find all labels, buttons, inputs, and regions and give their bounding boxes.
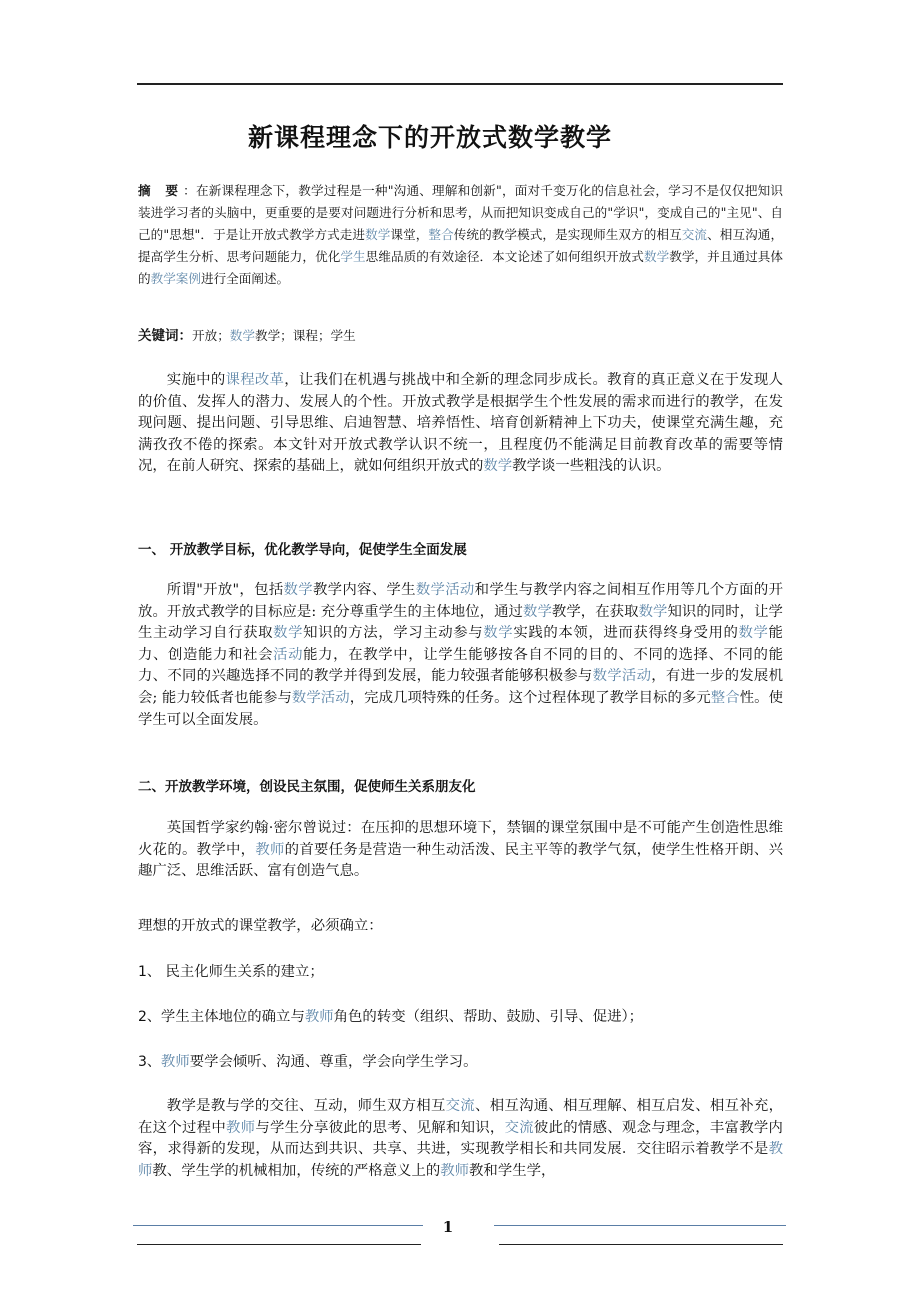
- page-number: 1: [442, 1218, 454, 1236]
- abstract: [138, 180, 783, 290]
- footer-rule-right-dark: [499, 1244, 783, 1245]
- keyword-link[interactable]: 数学活动: [291, 689, 350, 706]
- text-run: 和学生与教学内容之间相互作用等几个方面的开放。开放式教学的目标应是: 充分尊重学生的主体地位，通过: [138, 582, 783, 620]
- keyword-link[interactable]: 交流: [504, 1119, 534, 1136]
- text-run: 教学是教与学的交往、互动，师生双方相互: [166, 1098, 446, 1114]
- list-item-number: 2、: [138, 1009, 161, 1025]
- text-run: 、相互沟通、相互理解、相互启发、相互补充，在这个过程中: [138, 1098, 783, 1136]
- text-run: 的首要任务是营造一种生动活泼、民主平等的教学气氛，使学生性格开朗、兴趣广泛、思维活跃、富有创造气息。: [138, 841, 783, 880]
- keyword-link[interactable]: 数学: [643, 249, 670, 264]
- keyword-link[interactable]: 数学: [283, 582, 313, 598]
- text-run: 教学，在获取: [551, 603, 639, 620]
- keyword-link[interactable]: 数学: [365, 227, 391, 242]
- keyword-link[interactable]: 数学: [523, 603, 552, 620]
- list-item-text: 要学会倾听、沟通、尊重，学会向学生学习。: [189, 1054, 478, 1070]
- keywords-label: 关键词：: [138, 328, 192, 344]
- section-heading-2: 二、开放教学环境，创设民主氛围，促使师生关系朋友化: [138, 779, 476, 795]
- plain-line: 理想的开放式的课堂教学，必须确立：: [138, 918, 383, 934]
- keyword-link[interactable]: 交流: [681, 227, 708, 242]
- section-heading-1: 一、 开放教学目标，优化教学导向，促使学生全面发展: [138, 542, 467, 558]
- footer-rule-left: [133, 1225, 423, 1226]
- keyword-link[interactable]: 数学: [483, 625, 514, 642]
- text-run: 教、学生学的机械相加，传统的严格意义上的: [152, 1162, 441, 1179]
- document-title: 新课程理念下的开放式数学教学: [247, 123, 612, 152]
- keyword-link[interactable]: 数学: [483, 458, 513, 475]
- keyword-link[interactable]: 数学: [273, 625, 304, 642]
- footer-rule-right: [494, 1225, 786, 1226]
- abstract-text: [138, 183, 783, 286]
- text-run: 进行全面阐述。: [200, 271, 290, 286]
- intro-paragraph: [138, 370, 783, 478]
- keyword-link[interactable]: 数学: [229, 328, 255, 343]
- keyword-link[interactable]: 学生: [340, 249, 366, 264]
- text-run: 彼此的情感、观念与理念，丰富教学内容，求得新的发现，从而达到共识、共享、共进，实现教学相长和共同发展．交往昭示着教学不是: [138, 1119, 783, 1158]
- keyword-link[interactable]: 教师: [138, 1141, 783, 1179]
- text-run: 实践的本领，进而获得终身受用的: [513, 625, 739, 642]
- keyword-link[interactable]: 数学活动: [592, 668, 652, 685]
- text-run: 实施中的: [166, 372, 226, 388]
- text-run: ，完成几项特殊的任务。这个过程体现了教学目标的多元: [349, 689, 711, 706]
- text-run: 课堂，: [390, 227, 429, 242]
- text-run: 与学生分享彼此的思考、见解和知识，: [255, 1119, 505, 1136]
- keyword-link[interactable]: 教学案例: [150, 271, 201, 286]
- list-item-number: 1、: [138, 964, 161, 980]
- keyword-link[interactable]: 交流: [445, 1098, 476, 1114]
- header-rule: [137, 83, 783, 85]
- keyword-link[interactable]: 教师: [255, 841, 285, 858]
- text-run: 思维品质的有效途径．本文论述了如何组织开放式: [365, 249, 644, 264]
- text-run: 能力，在教学中，让学生能够按各自不同的目的、不同的选择、不同的能力、不同的兴趣选择不同的教学并得到发展，能力较强者能够积极参与: [138, 646, 783, 685]
- text-run: 、相互沟通，提高学生分析、思考问题能力，优化: [138, 227, 784, 264]
- keywords-text: [192, 328, 356, 343]
- section-2-paragraph: [138, 818, 783, 883]
- text-run: 教学内容、学生: [312, 582, 416, 598]
- list-item-text: 角色的转变（组织、帮助、鼓励、引导、促进）；: [333, 1009, 644, 1025]
- keyword-link[interactable]: 课程改革: [225, 372, 285, 388]
- text-run: 性。使学生可以全面发展。: [138, 689, 783, 728]
- keyword-link[interactable]: 整合: [710, 689, 740, 706]
- section-1-paragraph: [138, 580, 783, 731]
- keyword-link[interactable]: 整合: [428, 227, 454, 242]
- text-run: ，让我们在机遇与挑战中和全新的理念同步成长。教育的真正意义在于发现人的价值、发挥人的潜力、发展人的个性。开放式教学是根据学生个性发展的需求而进行的教学，在发现问题、提出问题、引导思维、启迪智慧、培养悟性、培育创新精神上下功夫，使课堂充满生趣，充满孜孜不倦的探索。本文针对开放式教学认识不统一，且程度仍不能满足目前教育改革的需要等情况，在前人研究、探索的基础上，就如何组织开放式的: [138, 372, 783, 475]
- list-item-number: 3、: [138, 1054, 161, 1070]
- text-run: 教和学生学，: [469, 1162, 556, 1179]
- text-run: 能力、创造能力和社会: [138, 625, 783, 663]
- text-run: 教学谈一些粗浅的认识。: [512, 458, 671, 475]
- list-item-text: 学生主体地位的确立与: [160, 1009, 305, 1025]
- text-run: 知识的同时，让学生主动学习自行获取: [138, 603, 783, 642]
- keyword-link[interactable]: 教师: [304, 1009, 334, 1025]
- text-run: 开放；: [192, 328, 230, 343]
- text-run: ：在新课程理念下，教学过程是一种"沟通、理解和创新"，面对千变万化的信息社会，学习不是仅仅把知识装进学习者的头脑中，更重要的是要对问题进行分析和思考，从而把知识变成自己的"学识"，变成自己的"主见"、自己的"思想"．于是让开放式教学方式走进: [138, 183, 783, 242]
- text-run: ，有进一步的发展机会; 能力较低者也能参与: [138, 668, 783, 706]
- keyword-link[interactable]: 教师: [160, 1054, 190, 1070]
- footer-rule-left-dark: [137, 1244, 421, 1245]
- keyword-link[interactable]: 数学: [638, 603, 668, 620]
- list-item: [138, 1050, 783, 1071]
- text-run: 知识的方法，学习主动参与: [303, 625, 484, 642]
- text-run: 教学；课程；学生: [254, 328, 356, 343]
- list-item-text: 民主化师生关系的建立；: [160, 964, 324, 980]
- keyword-link[interactable]: 教师: [225, 1119, 256, 1136]
- keyword-link[interactable]: 数学活动: [415, 582, 475, 598]
- list-item: [138, 1005, 783, 1026]
- text-run: 所谓"开放"，包括: [166, 582, 284, 598]
- keyword-link[interactable]: 数学: [738, 625, 769, 642]
- keywords: [138, 324, 783, 344]
- abstract-label: 摘 要: [138, 183, 184, 198]
- keyword-link[interactable]: 活动: [273, 646, 304, 663]
- text-run: 传统的教学模式，是实现师生双方的相互: [453, 227, 682, 242]
- keyword-link[interactable]: 教师: [440, 1162, 470, 1179]
- text-run: 教学，并且通过具体的: [138, 249, 784, 286]
- text-run: 英国哲学家约翰·密尔曾说过：在压抑的思想环境下，禁锢的课堂氛围中是不可能产生创造性思维火花的。教学中，: [138, 820, 783, 858]
- list-item: [138, 960, 783, 981]
- section-2-paragraph-continued: [138, 1096, 783, 1182]
